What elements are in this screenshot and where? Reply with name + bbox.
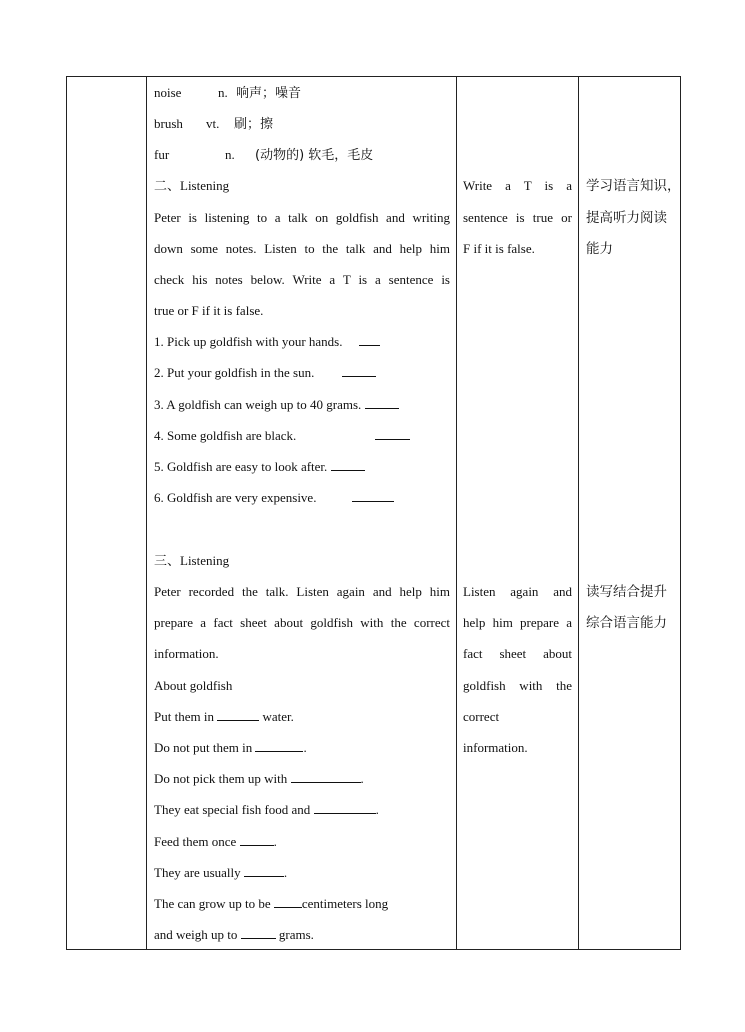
lesson-plan-table	[66, 76, 681, 950]
vocab-pos: n.	[225, 147, 235, 162]
exercise-item: 1. Pick up goldfish with your hands.	[154, 334, 450, 350]
answer-blank[interactable]	[240, 834, 274, 846]
instruction-line: Peter recorded the talk. Listen again and help him	[154, 584, 450, 599]
section-heading: 二、Listening	[154, 178, 230, 193]
fact-item: Feed them once .	[154, 834, 277, 849]
activity-line: information.	[463, 740, 528, 755]
instruction-line: information.	[154, 646, 219, 661]
answer-blank[interactable]	[241, 927, 276, 939]
activity-line: correct	[463, 709, 500, 724]
stage-column-cell	[67, 77, 147, 950]
vocab-row	[154, 85, 450, 102]
answer-blank[interactable]	[217, 709, 259, 721]
vocab-row	[154, 147, 450, 164]
purpose-line: 学习语言知识，	[586, 178, 681, 194]
student-activity-cell	[457, 77, 579, 950]
instruction-line: prepare a fact sheet about goldfish with the correct	[154, 615, 450, 630]
exercise-item: 2. Put your goldfish in the sun.	[154, 365, 450, 381]
instruction-line: Peter is listening to a talk on goldfish and writing	[154, 210, 450, 225]
vocab-pos: vt.	[206, 116, 220, 131]
activity-line: fact sheet about	[463, 646, 572, 661]
vocab-meaning: (动物的) 软毛，毛皮	[255, 148, 374, 163]
exercise-item: 5. Goldfish are easy to look after.	[154, 459, 450, 475]
design-purpose-cell	[579, 77, 681, 950]
vocab-word: fur	[154, 147, 170, 162]
activity-line: goldfish with the	[463, 678, 572, 693]
answer-blank[interactable]	[274, 896, 302, 908]
activity-line: help him prepare a	[463, 615, 572, 630]
purpose-line: 提高听力阅读	[586, 210, 667, 226]
exercise-item: 4. Some goldfish are black.	[154, 428, 450, 444]
vocab-meaning: 刷；擦	[234, 117, 274, 132]
answer-blank[interactable]	[291, 771, 361, 783]
fact-sheet-title: About goldfish	[154, 678, 233, 693]
answer-blank[interactable]	[244, 865, 284, 877]
section-heading: 三、Listening	[154, 553, 230, 568]
fact-item: They eat special fish food and .	[154, 802, 379, 817]
vocab-word: noise	[154, 85, 182, 100]
answer-blank[interactable]	[342, 365, 376, 377]
activity-line: F if it is false.	[463, 241, 535, 256]
fact-item: They are usually .	[154, 865, 288, 880]
activity-line: sentence is true or	[463, 210, 572, 225]
vocab-pos: n.	[218, 85, 228, 100]
vocab-meaning: 响声；噪音	[236, 86, 302, 101]
exercise-item: 6. Goldfish are very expensive.	[154, 490, 450, 506]
answer-blank[interactable]	[331, 459, 365, 471]
answer-blank[interactable]	[352, 490, 394, 502]
exercise-item: 3. A goldfish can weigh up to 40 grams.	[154, 397, 450, 413]
purpose-line: 读写结合提升	[586, 584, 667, 600]
instruction-line: check his notes below. Write a T is a sentence is	[154, 272, 450, 287]
purpose-line: 能力	[586, 241, 613, 257]
answer-blank[interactable]	[375, 428, 410, 440]
fact-item: and weigh up to grams.	[154, 927, 314, 942]
answer-blank[interactable]	[255, 740, 303, 752]
answer-blank[interactable]	[314, 802, 376, 814]
answer-blank[interactable]	[359, 334, 380, 346]
fact-item: Do not pick them up with .	[154, 771, 364, 786]
teaching-content-cell	[147, 77, 457, 950]
fact-item: Do not put them in .	[154, 740, 307, 755]
instruction-line: down some notes. Listen to the talk and help him	[154, 241, 450, 256]
answer-blank[interactable]	[365, 397, 399, 409]
activity-line: Write a T is a	[463, 178, 572, 193]
instruction-line: true or F if it is false.	[154, 303, 264, 318]
activity-line: Listen again and	[463, 584, 572, 599]
purpose-line: 综合语言能力	[586, 615, 667, 631]
vocab-word: brush	[154, 116, 183, 131]
fact-item: The can grow up to be centimeters long	[154, 896, 389, 911]
vocab-row	[154, 116, 450, 133]
fact-item: Put them in water.	[154, 709, 294, 724]
